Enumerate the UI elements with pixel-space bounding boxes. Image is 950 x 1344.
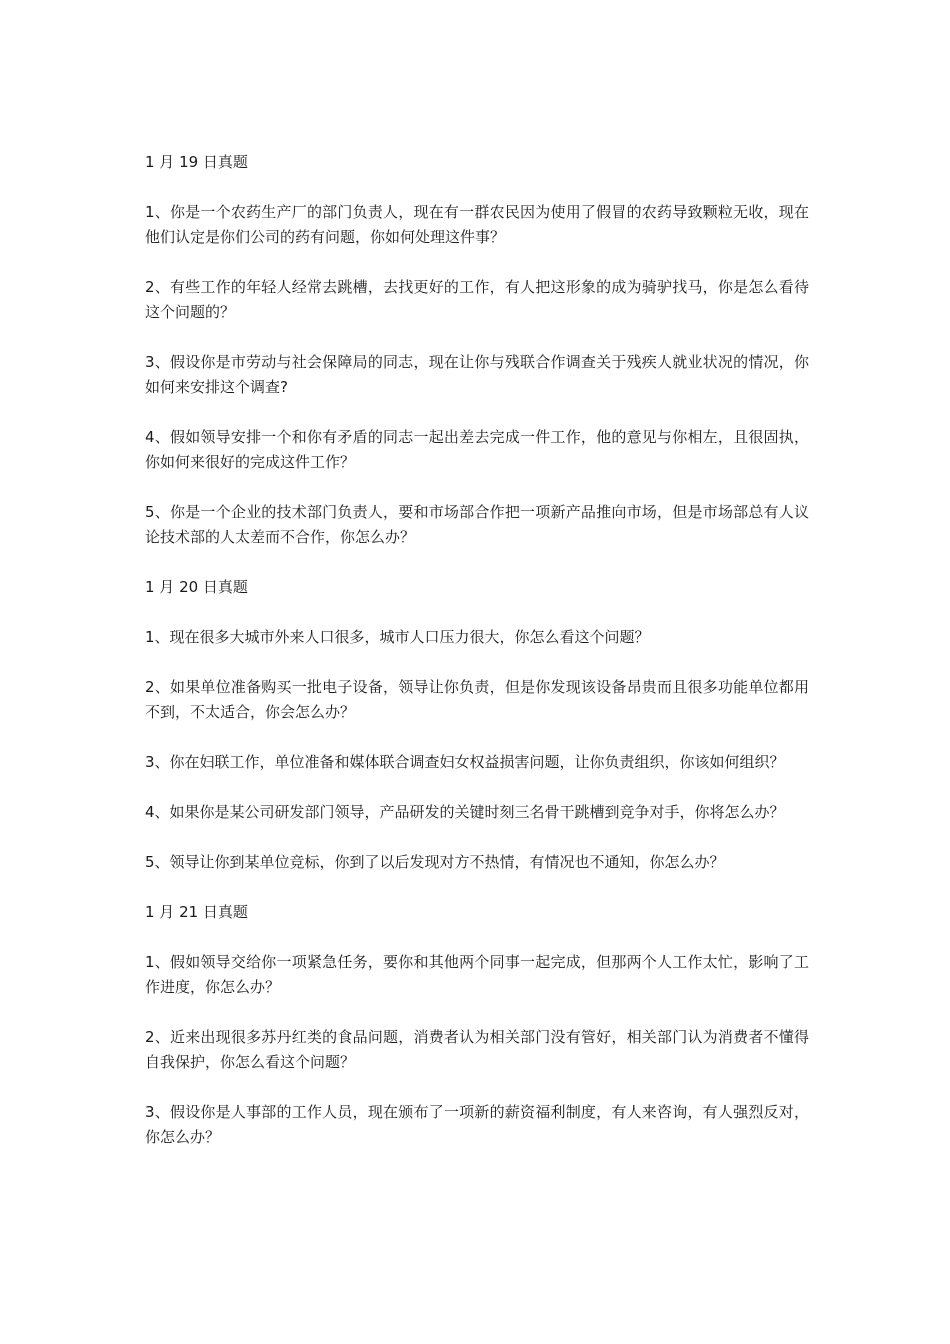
document-body — [145, 150, 809, 1175]
question-item: 5、你是一个企业的技术部门负责人，要和市场部合作把一项新产品推向市场，但是市场部总有人议论技术部的人太差而不合作，你怎么办？ — [145, 503, 809, 546]
section-title: 1 月 21 日真题 — [145, 903, 248, 921]
question-item: 2、如果单位准备购买一批电子设备，领导让你负责，但是你发现该设备昂贵而且很多功能单位都用不到，不太适合，你会怎么办？ — [145, 678, 809, 721]
question-item: 5、领导让你到某单位竞标，你到了以后发现对方不热情，有情况也不通知，你怎么办？ — [145, 853, 725, 871]
section-title: 1 月 19 日真题 — [145, 153, 248, 171]
question-item: 3、假设你是人事部的工作人员，现在颁布了一项新的薪资福利制度，有人来咨询，有人强烈反对，你怎么办？ — [145, 1103, 809, 1146]
question-item: 2、近来出现很多苏丹红类的食品问题，消费者认为相关部门没有管好，相关部门认为消费者不懂得自我保护，你怎么看这个问题？ — [145, 1028, 809, 1071]
question-item: 1、你是一个农药生产厂的部门负责人，现在有一群农民因为使用了假冒的农药导致颗粒无收，现在他们认定是你们公司的药有问题，你如何处理这件事？ — [145, 203, 809, 246]
question-item: 1、假如领导交给你一项紧急任务，要你和其他两个同事一起完成，但那两个人工作太忙，影响了工作进度，你怎么办？ — [145, 953, 809, 996]
question-item: 3、假设你是市劳动与社会保障局的同志，现在让你与残联合作调查关于残疾人就业状况的情况，你如何来安排这个调查? — [145, 353, 809, 396]
question-item: 2、有些工作的年轻人经常去跳槽，去找更好的工作，有人把这形象的成为骑驴找马，你是怎么看待这个问题的？ — [145, 278, 809, 321]
question-item: 4、如果你是某公司研发部门领导，产品研发的关键时刻三名骨干跳槽到竞争对手，你将怎么办？ — [145, 803, 785, 821]
section-jan-20 — [145, 575, 809, 875]
question-item: 4、假如领导安排一个和你有矛盾的同志一起出差去完成一件工作，他的意见与你相左，且很固执，你如何来很好的完成这件工作？ — [145, 428, 809, 471]
question-item: 3、你在妇联工作，单位准备和媒体联合调查妇女权益损害问题，让你负责组织，你该如何组织？ — [145, 753, 785, 771]
section-jan-21 — [145, 900, 809, 1150]
section-title: 1 月 20 日真题 — [145, 578, 248, 596]
question-item: 1、现在很多大城市外来人口很多，城市人口压力很大，你怎么看这个问题？ — [145, 628, 650, 646]
section-jan-19 — [145, 150, 809, 550]
